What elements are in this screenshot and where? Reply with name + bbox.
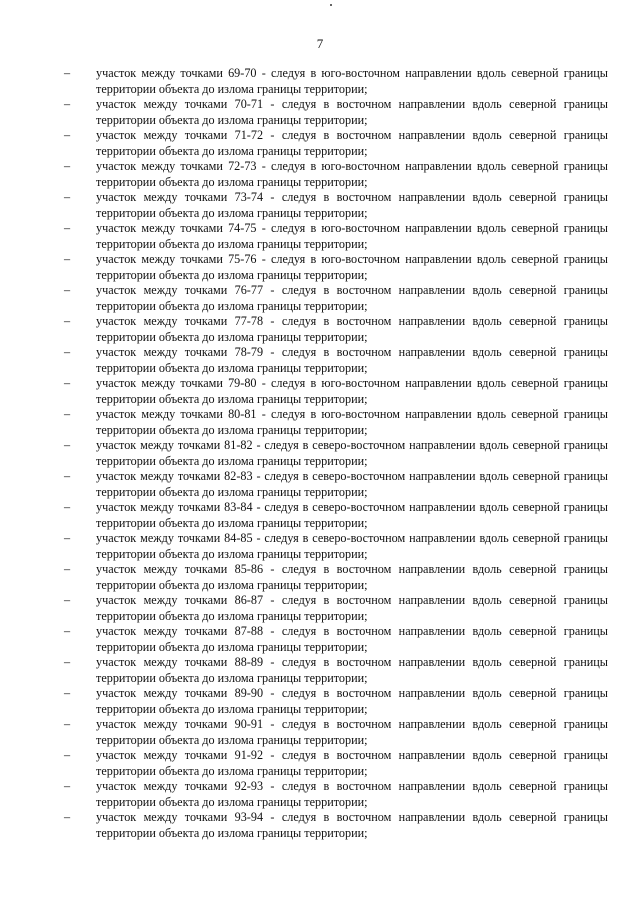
list-item-text: участок между точками 82-83 - следуя в северо-восточном направлении вдоль северной границы территории объекта до излома границы территории; (96, 469, 608, 499)
list-item-text: участок между точками 93-94 - следуя в восточном направлении вдоль северной границы территории объекта до излома границы территории; (96, 810, 608, 840)
list-dash-marker: – (64, 97, 71, 111)
list-item-text: участок между точками 85-86 - следуя в восточном направлении вдоль северной границы территории объекта до излома границы территории; (96, 562, 608, 592)
list-item-text: участок между точками 69-70 - следуя в юго-восточном направлении вдоль северной границы территории объекта до излома границы территории; (96, 66, 608, 96)
list-dash-marker: – (64, 314, 71, 328)
list-item (64, 438, 608, 469)
list-item (64, 810, 608, 841)
list-item (64, 531, 608, 562)
scan-speck (330, 4, 332, 6)
list-item-text: участок между точками 73-74 - следуя в восточном направлении вдоль северной границы территории объекта до излома границы территории; (96, 190, 608, 220)
list-item-text: участок между точками 86-87 - следуя в восточном направлении вдоль северной границы территории объекта до излома границы территории; (96, 593, 608, 623)
list-item (64, 748, 608, 779)
list-item (64, 717, 608, 748)
list-item (64, 376, 608, 407)
list-item-text: участок между точками 80-81 - следуя в юго-восточном направлении вдоль северной границы территории объекта до излома границы территории; (96, 407, 608, 437)
list-item (64, 221, 608, 252)
list-dash-marker: – (64, 779, 71, 793)
list-dash-marker: – (64, 469, 71, 483)
list-item-text: участок между точками 77-78 - следуя в восточном направлении вдоль северной границы территории объекта до излома границы территории; (96, 314, 608, 344)
list-item-text: участок между точками 92-93 - следуя в восточном направлении вдоль северной границы территории объекта до излома границы территории; (96, 779, 608, 809)
list-item-text: участок между точками 76-77 - следуя в восточном направлении вдоль северной границы территории объекта до излома границы территории; (96, 283, 608, 313)
list-dash-marker: – (64, 190, 71, 204)
list-item (64, 469, 608, 500)
list-dash-marker: – (64, 717, 71, 731)
list-dash-marker: – (64, 655, 71, 669)
list-item-text: участок между точками 74-75 - следуя в юго-восточном направлении вдоль северной границы территории объекта до излома границы территории; (96, 221, 608, 251)
list-item (64, 159, 608, 190)
list-dash-marker: – (64, 686, 71, 700)
boundary-segment-list (64, 66, 608, 841)
list-item (64, 66, 608, 97)
list-item (64, 314, 608, 345)
list-dash-marker: – (64, 252, 71, 266)
list-item (64, 190, 608, 221)
list-dash-marker: – (64, 159, 71, 173)
list-item-text: участок между точками 84-85 - следуя в северо-восточном направлении вдоль северной границы территории объекта до излома границы территории; (96, 531, 608, 561)
list-item (64, 128, 608, 159)
page-number: 7 (316, 36, 324, 51)
list-dash-marker: – (64, 500, 71, 514)
list-item-text: участок между точками 83-84 - следуя в северо-восточном направлении вдоль северной границы территории объекта до излома границы территории; (96, 500, 608, 530)
list-item-text: участок между точками 89-90 - следуя в восточном направлении вдоль северной границы территории объекта до излома границы территории; (96, 686, 608, 716)
list-item-text: участок между точками 71-72 - следуя в восточном направлении вдоль северной границы территории объекта до излома границы территории; (96, 128, 608, 158)
list-item (64, 593, 608, 624)
list-item (64, 655, 608, 686)
list-dash-marker: – (64, 748, 71, 762)
list-item-text: участок между точками 70-71 - следуя в восточном направлении вдоль северной границы территории объекта до излома границы территории; (96, 97, 608, 127)
list-dash-marker: – (64, 624, 71, 638)
list-item (64, 779, 608, 810)
list-item-text: участок между точками 75-76 - следуя в юго-восточном направлении вдоль северной границы территории объекта до излома границы территории; (96, 252, 608, 282)
list-dash-marker: – (64, 221, 71, 235)
list-dash-marker: – (64, 66, 71, 80)
list-item-text: участок между точками 78-79 - следуя в восточном направлении вдоль северной границы территории объекта до излома границы территории; (96, 345, 608, 375)
list-dash-marker: – (64, 128, 71, 142)
list-item (64, 562, 608, 593)
list-item-text: участок между точками 88-89 - следуя в восточном направлении вдоль северной границы территории объекта до излома границы территории; (96, 655, 608, 685)
list-dash-marker: – (64, 345, 71, 359)
list-item-text: участок между точками 72-73 - следуя в юго-восточном направлении вдоль северной границы территории объекта до излома границы территории; (96, 159, 608, 189)
list-item-text: участок между точками 81-82 - следуя в северо-восточном направлении вдоль северной границы территории объекта до излома границы территории; (96, 438, 608, 468)
list-item (64, 500, 608, 531)
list-item-text: участок между точками 87-88 - следуя в восточном направлении вдоль северной границы территории объекта до излома границы территории; (96, 624, 608, 654)
list-item-text: участок между точками 79-80 - следуя в юго-восточном направлении вдоль северной границы территории объекта до излома границы территории; (96, 376, 608, 406)
list-item (64, 345, 608, 376)
list-item (64, 407, 608, 438)
list-item-text: участок между точками 91-92 - следуя в восточном направлении вдоль северной границы территории объекта до излома границы территории; (96, 748, 608, 778)
list-dash-marker: – (64, 376, 71, 390)
list-item (64, 624, 608, 655)
list-dash-marker: – (64, 438, 71, 452)
list-dash-marker: – (64, 593, 71, 607)
list-item-text: участок между точками 90-91 - следуя в восточном направлении вдоль северной границы территории объекта до излома границы территории; (96, 717, 608, 747)
list-dash-marker: – (64, 531, 71, 545)
list-item (64, 97, 608, 128)
list-item (64, 283, 608, 314)
list-dash-marker: – (64, 810, 71, 824)
list-item (64, 252, 608, 283)
list-dash-marker: – (64, 283, 71, 297)
list-dash-marker: – (64, 407, 71, 421)
list-item (64, 686, 608, 717)
list-dash-marker: – (64, 562, 71, 576)
